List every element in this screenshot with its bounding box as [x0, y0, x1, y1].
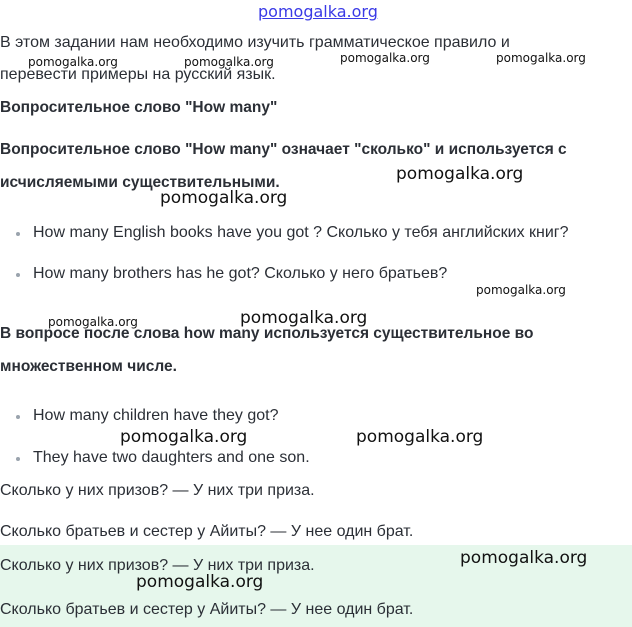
- bullet-icon: [16, 232, 20, 236]
- watermark: pomogalka.org: [240, 308, 368, 328]
- answer-sentence: Сколько у них призов? — У них три приза.: [0, 557, 315, 574]
- watermark: pomogalka.org: [496, 51, 586, 65]
- rule-line-1: Вопросительное слово "How many" означает "сколько" и используется с: [0, 141, 567, 158]
- watermark: pomogalka.org: [356, 427, 484, 447]
- watermark: pomogalka.org: [396, 164, 524, 184]
- bullet-icon: [16, 457, 20, 461]
- watermark: pomogalka.org: [476, 283, 566, 297]
- sentence: Сколько братьев и сестер у Айиты? — У нее один брат.: [0, 523, 414, 540]
- example2-text: They have two daughters and one son.: [33, 449, 310, 466]
- section-heading: Вопросительное слово "How many": [0, 99, 278, 116]
- intro-line-1: В этом задании нам необходимо изучить грамматическое правило и: [0, 34, 510, 51]
- example-text: How many brothers has he got? Сколько у него братьев?: [33, 265, 448, 282]
- bullet-icon: [16, 415, 20, 419]
- bullet-icon: [16, 273, 20, 277]
- watermark: pomogalka.org: [28, 55, 118, 69]
- answer-sentence: Сколько братьев и сестер у Айиты? — У нее один брат.: [0, 601, 414, 618]
- rule-line-2: исчисляемыми существительными.: [0, 174, 280, 191]
- intro-line-2: перевести примеры на русский язык.: [0, 66, 276, 83]
- example-text: How many English books have you got ? Сколько у тебя английских книг?: [33, 224, 569, 241]
- watermark: pomogalka.org: [460, 548, 588, 568]
- example2-text: How many children have they got?: [33, 407, 279, 424]
- watermark: pomogalka.org: [136, 572, 264, 592]
- rule2-line-1: В вопросе после слова how many используется существительное во: [0, 325, 534, 342]
- watermark: pomogalka.org: [160, 188, 288, 208]
- watermark-top: pomogalka.org: [258, 2, 378, 21]
- rule2-line-2: множественном числе.: [0, 358, 177, 375]
- watermark: pomogalka.org: [184, 55, 274, 69]
- sentence: Сколько у них призов? — У них три приза.: [0, 482, 315, 499]
- watermark: pomogalka.org: [48, 315, 138, 329]
- watermark: pomogalka.org: [120, 427, 248, 447]
- watermark: pomogalka.org: [340, 51, 430, 65]
